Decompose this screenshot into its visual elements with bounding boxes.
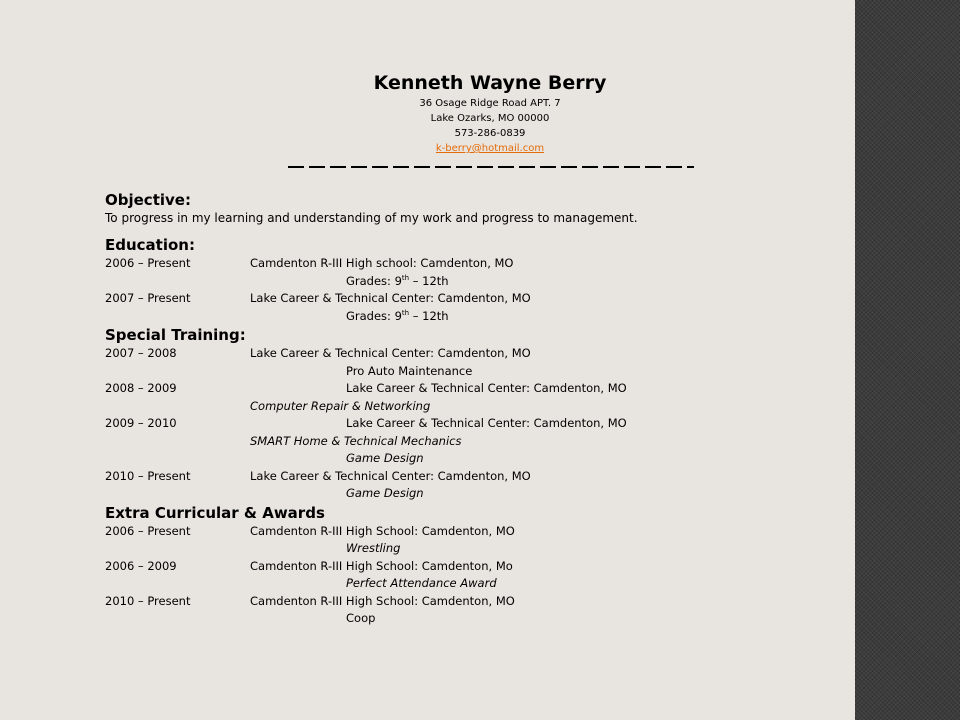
email-link[interactable]: k-berry@hotmail.com <box>435 143 545 154</box>
resume-header <box>280 70 700 156</box>
activity-name: Wrestling <box>346 541 401 555</box>
course-name: SMART Home & Technical Mechanics <box>250 433 462 448</box>
entry-school: Lake Career & Technical Center: Camdenton, MO <box>346 381 627 395</box>
award-entry <box>105 593 845 611</box>
course-name: Game Design <box>346 451 424 465</box>
course-name: Computer Repair & Networking <box>250 398 431 413</box>
education-grades <box>105 273 845 291</box>
training-detail <box>105 433 845 451</box>
entry-years: 2010 – Present <box>105 593 191 608</box>
grades-text: Grades: 9th – 12th <box>346 273 449 288</box>
grades-text: Grades: 9th – 12th <box>346 308 449 323</box>
entry-years: 2007 – Present <box>105 291 191 305</box>
training-detail <box>105 398 845 416</box>
award-entry <box>105 558 845 576</box>
activity-name: Perfect Attendance Award <box>346 576 497 590</box>
entry-school: Lake Career & Technical Center: Camdenton, MO <box>346 416 627 430</box>
award-detail <box>105 610 845 628</box>
objective-heading: Objective: <box>105 191 191 209</box>
resume-body <box>105 190 845 628</box>
award-detail <box>105 575 845 593</box>
entry-years: 2006 – Present <box>105 523 191 538</box>
street-address: 36 Osage Ridge Road APT. 7 <box>419 98 561 109</box>
entry-school: Lake Career & Technical Center: Camdenton, MO <box>250 346 531 360</box>
activity-name: Coop <box>346 611 376 625</box>
entry-school: Lake Career & Technical Center: Camdenton, MO <box>250 468 531 483</box>
entry-years: 2008 – 2009 <box>105 381 177 395</box>
training-detail <box>105 363 845 381</box>
side-panel <box>855 0 960 720</box>
course-name: Game Design <box>346 486 424 500</box>
entry-school: Camdenton R-III High School: Camdenton, MO <box>250 523 515 538</box>
city-state-zip: Lake Ozarks, MO 00000 <box>430 113 550 124</box>
training-entry <box>105 380 845 398</box>
entry-school: Camdenton R-III High School: Camdenton, Mo <box>250 558 513 573</box>
award-entry <box>105 523 845 541</box>
award-detail <box>105 540 845 558</box>
entry-school: Camdenton R-III High School: Camdenton, MO <box>250 593 515 608</box>
objective-text: To progress in my learning and understanding of my work and progress to management. <box>105 211 638 225</box>
education-heading: Education: <box>105 236 195 254</box>
course-name: Pro Auto Maintenance <box>346 363 473 378</box>
entry-years: 2006 – 2009 <box>105 558 177 573</box>
entry-school: Lake Career & Technical Center: Camdenton, MO <box>250 291 531 305</box>
entry-school: Camdenton R-III High school: Camdenton, MO <box>250 256 514 270</box>
education-entry <box>105 290 845 308</box>
entry-years: 2010 – Present <box>105 468 191 483</box>
person-name: Kenneth Wayne Berry <box>373 72 607 94</box>
entry-years: 2006 – Present <box>105 256 191 270</box>
training-entry <box>105 415 845 433</box>
training-detail <box>105 485 845 503</box>
training-detail <box>105 450 845 468</box>
dashed-divider <box>288 166 694 168</box>
entry-years: 2007 – 2008 <box>105 346 177 360</box>
extra-curricular-heading: Extra Curricular & Awards <box>105 503 325 522</box>
special-training-heading: Special Training: <box>105 326 246 344</box>
training-entry <box>105 345 845 363</box>
education-grades <box>105 308 845 326</box>
entry-years: 2009 – 2010 <box>105 416 177 430</box>
training-entry <box>105 468 845 486</box>
education-entry <box>105 255 845 273</box>
phone-number: 573-286-0839 <box>454 128 526 139</box>
